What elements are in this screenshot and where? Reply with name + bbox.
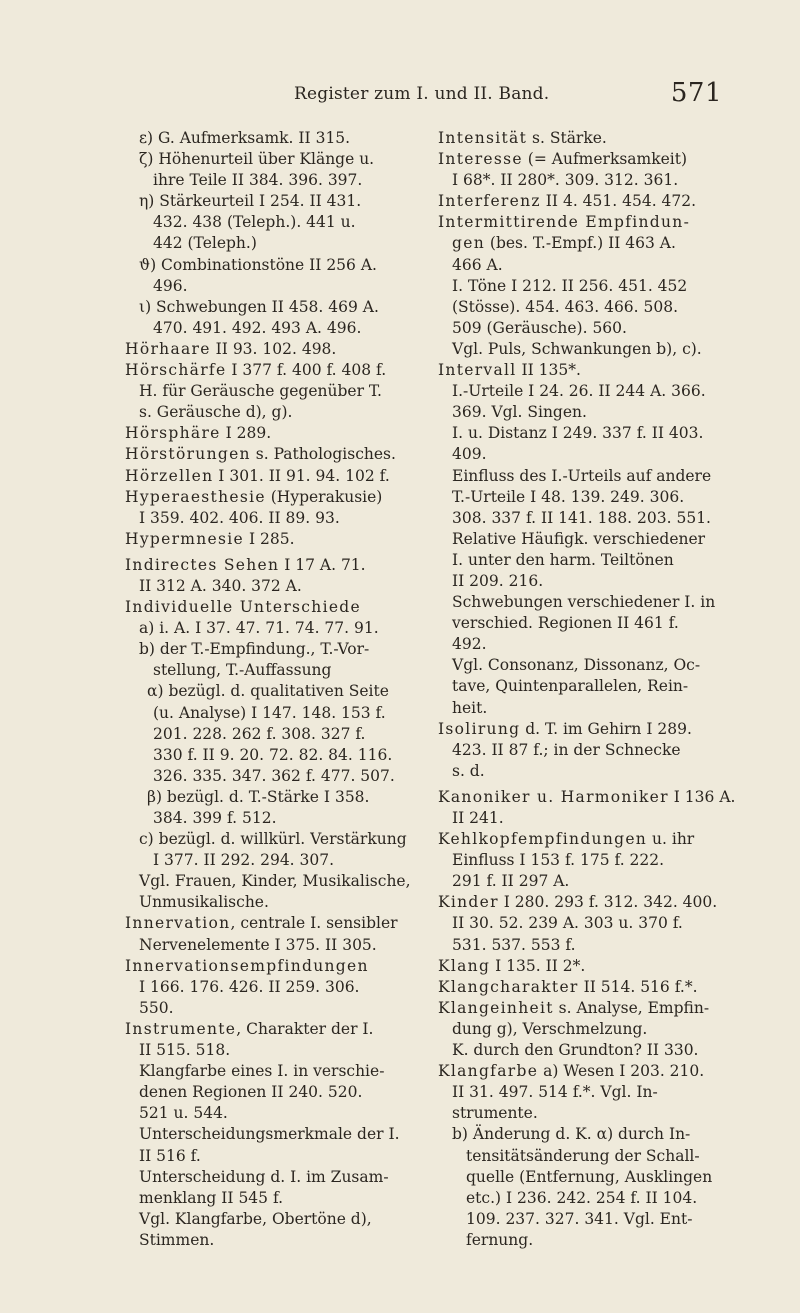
index-reference: 442 (Teleph.) xyxy=(153,234,257,253)
index-text-line xyxy=(438,655,738,676)
index-text-line xyxy=(438,698,738,719)
index-reference: II 30. 52. 239 A. 303 u. 370 f. xyxy=(452,914,683,933)
index-term: Instrumente xyxy=(125,1019,237,1038)
index-entry-line xyxy=(125,339,425,360)
index-reference: Relative Häufigk. verschiedener xyxy=(452,529,706,548)
index-entry-line xyxy=(438,233,738,254)
index-reference: b) Änderung d. K. α) durch In- xyxy=(452,1125,691,1144)
index-term: Intervall xyxy=(438,361,517,380)
index-text-line xyxy=(125,850,425,871)
index-term: Individuelle Unterschiede xyxy=(125,598,361,617)
index-text-line xyxy=(125,1146,425,1167)
index-text-line xyxy=(438,935,738,956)
index-reference: quelle (Entfernung, Ausklingen xyxy=(466,1167,713,1186)
index-text-line xyxy=(125,618,425,639)
index-reference: 492. xyxy=(452,635,487,654)
index-reference: 384. 399 f. 512. xyxy=(153,809,277,827)
index-reference: (= Aufmerksamkeit) xyxy=(522,150,688,169)
index-reference: II 312 A. 340. 372 A. xyxy=(139,576,302,595)
index-text-line xyxy=(125,892,425,913)
index-text-line xyxy=(125,703,425,724)
index-reference: (Hyperakusie) xyxy=(265,487,383,506)
index-term: Innervationsempfindungen xyxy=(125,956,369,975)
index-text-line xyxy=(438,1146,738,1167)
index-reference: H. für Geräusche gegenüber T. xyxy=(139,382,382,401)
index-text-line xyxy=(438,444,738,465)
index-reference: I 359. 402. 406. II 89. 93. xyxy=(139,508,340,527)
index-reference: 330 f. II 9. 20. 72. 82. 84. 116. xyxy=(153,745,393,764)
index-entry-line xyxy=(125,423,425,444)
index-entry-line xyxy=(438,1061,738,1082)
index-text-line xyxy=(125,871,425,892)
index-reference: 423. II 87 f.; in der Schnecke xyxy=(452,740,681,759)
index-text-line xyxy=(125,1167,425,1188)
index-reference: s. Geräusche d), g). xyxy=(139,403,293,422)
index-reference: 308. 337 f. II 141. 188. 203. 551. xyxy=(452,508,711,527)
index-text-line xyxy=(125,1040,425,1061)
index-entry-line xyxy=(438,977,738,998)
index-text-line xyxy=(438,423,738,444)
index-text-line xyxy=(438,339,738,360)
index-entry-line xyxy=(438,191,738,212)
index-reference: etc.) I 236. 242. 254 f. II 104. xyxy=(466,1188,698,1207)
index-term: Hyperaesthesie xyxy=(125,487,266,506)
index-text-line xyxy=(125,276,425,297)
index-text-line xyxy=(125,681,425,702)
index-text-line xyxy=(438,740,738,761)
index-term: Kanoniker u. Harmoniker xyxy=(438,787,669,806)
index-reference: Vgl. Frauen, Kinder, Musikalische, xyxy=(139,872,411,891)
index-reference: heit. xyxy=(452,698,488,717)
index-entry-line xyxy=(125,487,425,508)
index-reference: strumente. xyxy=(452,1104,538,1123)
index-entry-line xyxy=(125,529,425,550)
index-text-line xyxy=(125,745,425,766)
index-reference: menklang II 545 f. xyxy=(139,1188,284,1207)
index-reference: Nervenelemente I 375. II 305. xyxy=(139,935,377,954)
index-entry-line xyxy=(438,149,738,170)
page-number: 571 xyxy=(670,78,722,108)
index-reference: I 135. II 2*. xyxy=(490,956,586,975)
index-reference: I 280. 293 f. 312. 342. 400. xyxy=(498,893,718,912)
index-reference: II 31. 497. 514 f.*. Vgl. In- xyxy=(452,1083,658,1102)
index-reference: (bes. T.-Empf.) II 463 A. xyxy=(484,234,676,253)
index-term: Interesse xyxy=(438,150,523,169)
index-text-line xyxy=(438,1188,738,1209)
index-text-line xyxy=(125,170,425,191)
index-reference: 470. 491. 492. 493 A. 496. xyxy=(153,318,362,337)
index-reference: s. Pathologisches. xyxy=(250,445,396,464)
index-reference: a) Wesen I 203. 210. xyxy=(538,1062,705,1081)
index-reference: β) bezügl. d. T.-Stärke I 358. xyxy=(147,787,370,806)
index-reference: tave, Quintenparallelen, Rein- xyxy=(452,677,689,696)
index-text-line xyxy=(125,297,425,318)
index-text-line xyxy=(438,297,738,318)
index-reference: Stimmen. xyxy=(139,1230,215,1249)
index-text-line xyxy=(438,508,738,529)
index-text-line xyxy=(438,850,738,871)
index-text-line xyxy=(438,529,738,550)
index-reference: I 301. II 91. 94. 102 f. xyxy=(213,466,390,485)
index-reference: ι) Schwebungen II 458. 469 A. xyxy=(139,297,379,316)
index-entry-line xyxy=(438,360,738,381)
index-reference: 509 (Geräusche). 560. xyxy=(452,318,627,337)
index-reference: Einfluss I 153 f. 175 f. 222. xyxy=(452,851,665,870)
index-reference: Unmusikalische. xyxy=(139,893,269,912)
index-text-line xyxy=(125,724,425,745)
index-text-line xyxy=(125,381,425,402)
index-reference: 369. Vgl. Singen. xyxy=(452,403,587,422)
index-reference: I 285. xyxy=(244,529,295,548)
index-entry-line xyxy=(438,719,738,740)
index-reference: Vgl. Puls, Schwankungen b), c). xyxy=(452,339,702,358)
index-text-line xyxy=(125,508,425,529)
index-reference: Klangfarbe eines I. in verschie- xyxy=(139,1062,385,1081)
index-text-line xyxy=(438,466,738,487)
index-reference: I 166. 176. 426. II 259. 306. xyxy=(139,977,360,996)
index-text-line xyxy=(125,1124,425,1145)
index-column-right xyxy=(438,128,738,1251)
index-reference: Unterscheidung d. I. im Zusam- xyxy=(139,1167,389,1186)
index-text-line xyxy=(438,170,738,191)
index-text-line xyxy=(125,977,425,998)
index-reference: I. u. Distanz I 249. 337 f. II 403. xyxy=(452,424,704,443)
index-reference: (Stösse). 454. 463. 466. 508. xyxy=(452,297,679,316)
index-text-line xyxy=(125,191,425,212)
index-text-line xyxy=(125,1188,425,1209)
index-text-line xyxy=(438,1124,738,1145)
index-reference: , centrale I. sensibler xyxy=(230,914,398,933)
index-reference: 409. xyxy=(452,445,487,464)
index-reference: II 516 f. xyxy=(139,1146,201,1165)
index-reference: d. T. im Gehirn I 289. xyxy=(520,719,692,738)
index-entry-line xyxy=(438,892,738,913)
index-text-line xyxy=(438,634,738,655)
page-header xyxy=(96,78,726,114)
index-term: Klangeinheit xyxy=(438,998,554,1017)
index-text-line xyxy=(438,592,738,613)
index-text-line xyxy=(438,402,738,423)
index-text-line xyxy=(125,766,425,787)
index-reference: ε) G. Aufmerksamk. II 315. xyxy=(139,129,351,147)
index-reference: I. Töne I 212. II 256. 451. 452 xyxy=(452,276,688,295)
index-text-line xyxy=(125,829,425,850)
index-term: Interferenz xyxy=(438,192,541,211)
index-entry-line xyxy=(125,555,425,576)
index-text-line xyxy=(438,676,738,697)
index-reference: 326. 335. 347. 362 f. 477. 507. xyxy=(153,766,395,785)
index-reference: 550. xyxy=(139,998,174,1017)
index-reference: Unterscheidungsmerkmale der I. xyxy=(139,1125,400,1144)
index-text-line xyxy=(125,787,425,808)
index-reference: s. d. xyxy=(452,761,485,780)
index-text-line xyxy=(438,1082,738,1103)
index-entry-line xyxy=(125,444,425,465)
index-text-line xyxy=(125,212,425,233)
index-reference: T.-Urteile I 48. 139. 249. 306. xyxy=(452,487,685,506)
index-entry-line xyxy=(438,212,738,233)
index-entry-line xyxy=(438,956,738,977)
index-entry-line xyxy=(125,597,425,618)
index-reference: 531. 537. 553 f. xyxy=(452,935,576,954)
index-reference: ϑ) Combinationstöne II 256 A. xyxy=(139,255,377,274)
index-term: Klang xyxy=(438,956,491,975)
index-entry-line xyxy=(438,128,738,149)
index-reference: c) bezügl. d. willkürl. Verstärkung xyxy=(139,830,407,849)
index-text-line xyxy=(438,1040,738,1061)
index-text-line xyxy=(438,761,738,782)
index-reference: Vgl. Consonanz, Dissonanz, Oc- xyxy=(452,656,701,675)
index-reference: II 209. 216. xyxy=(452,571,544,590)
index-term: Intensität xyxy=(438,129,528,147)
index-text-line xyxy=(438,381,738,402)
index-term: Hörhaare xyxy=(125,339,211,358)
index-text-line xyxy=(438,255,738,276)
index-reference: I.-Urteile I 24. 26. II 244 A. 366. xyxy=(452,382,706,401)
index-column-left xyxy=(125,128,425,1251)
index-reference: α) bezügl. d. qualitativen Seite xyxy=(147,682,389,701)
index-reference: Vgl. Klangfarbe, Obertöne d), xyxy=(139,1209,372,1228)
index-entry-line xyxy=(125,1019,425,1040)
index-term: Hörstörungen xyxy=(125,445,251,464)
index-text-line xyxy=(438,571,738,592)
index-reference: b) der T.-Empfindung., T.-Vor- xyxy=(139,640,370,659)
index-reference: I 377 f. 400 f. 408 f. xyxy=(226,361,387,380)
index-term: gen xyxy=(452,234,485,253)
index-reference: ζ) Höhenurteil über Klänge u. xyxy=(139,150,375,169)
index-reference: K. durch den Grundton? II 330. xyxy=(452,1041,699,1060)
index-term: Hypermnesie xyxy=(125,529,245,548)
index-entry-line xyxy=(125,913,425,934)
index-text-line xyxy=(125,639,425,660)
index-reference: I 136 A. xyxy=(668,787,736,806)
index-reference: s. Analyse, Empfin- xyxy=(553,998,710,1017)
index-reference: denen Regionen II 240. 520. xyxy=(139,1083,363,1102)
index-text-line xyxy=(438,871,738,892)
index-reference: s. Stärke. xyxy=(527,129,607,147)
index-text-line xyxy=(125,1082,425,1103)
index-reference: a) i. A. I 37. 47. 71. 74. 77. 91. xyxy=(139,619,379,638)
index-text-line xyxy=(438,1019,738,1040)
index-entry-line xyxy=(125,466,425,487)
index-text-line xyxy=(438,276,738,297)
index-reference: I 68*. II 280*. 309. 312. 361. xyxy=(452,171,679,190)
index-entry-line xyxy=(125,956,425,977)
index-entry-line xyxy=(438,998,738,1019)
running-head: Register zum I. und II. Band. xyxy=(294,84,550,104)
index-reference: II 135*. xyxy=(516,361,581,380)
index-text-line xyxy=(125,233,425,254)
index-entry-line xyxy=(438,829,738,850)
index-term: Hörschärfe xyxy=(125,361,227,380)
index-text-line xyxy=(438,550,738,571)
index-text-line xyxy=(125,1103,425,1124)
index-reference: II 241. xyxy=(452,809,504,827)
index-text-line xyxy=(125,1061,425,1082)
index-term: Kehlkopfempfindungen xyxy=(438,830,648,849)
index-reference: (u. Analyse) I 147. 148. 153 f. xyxy=(153,703,386,722)
index-text-line xyxy=(438,1209,738,1230)
index-text-line xyxy=(125,1230,425,1251)
index-reference: I 289. xyxy=(220,424,272,443)
index-text-line xyxy=(438,808,738,829)
index-reference: stellung, T.-Auffassung xyxy=(153,661,332,680)
index-text-line xyxy=(438,613,738,634)
index-term: Kinder xyxy=(438,893,499,912)
index-reference: ihre Teile II 384. 396. 397. xyxy=(153,171,363,190)
index-term: Hörzellen xyxy=(125,466,214,485)
index-reference: II 93. 102. 498. xyxy=(210,339,337,358)
index-reference: II 515. 518. xyxy=(139,1041,231,1060)
index-text-line xyxy=(125,149,425,170)
index-term: Intermittirende Empfindun- xyxy=(438,213,691,232)
index-term: Klangfarbe xyxy=(438,1062,539,1081)
index-reference: dung g), Verschmelzung. xyxy=(452,1019,648,1038)
index-reference: II 4. 451. 454. 472. xyxy=(540,192,697,211)
index-text-line xyxy=(438,1230,738,1251)
index-text-line xyxy=(438,318,738,339)
index-reference: u. ihr xyxy=(647,830,695,849)
index-term: Indirectes Sehen xyxy=(125,555,280,574)
index-text-line xyxy=(125,576,425,597)
index-reference: 521 u. 544. xyxy=(139,1104,228,1123)
index-text-line xyxy=(125,808,425,829)
index-reference: 201. 228. 262 f. 308. 327 f. xyxy=(153,724,366,743)
index-reference: I 17 A. 71. xyxy=(279,555,366,574)
index-reference: , Charakter der I. xyxy=(236,1019,374,1038)
index-term: Innervation xyxy=(125,914,231,933)
index-entry-line xyxy=(438,787,738,808)
index-text-line xyxy=(438,1103,738,1124)
index-reference: 496. xyxy=(153,276,188,295)
index-reference: 432. 438 (Teleph.). 441 u. xyxy=(153,213,356,232)
index-reference: 109. 237. 327. 341. Vgl. Ent- xyxy=(466,1209,693,1228)
index-entry-line xyxy=(125,360,425,381)
index-text-line xyxy=(125,1209,425,1230)
index-text-line xyxy=(125,402,425,423)
index-reference: verschied. Regionen II 461 f. xyxy=(452,614,679,633)
index-reference: Schwebungen verschiedener I. in xyxy=(452,593,716,612)
index-text-line xyxy=(125,255,425,276)
index-reference: I 377. II 292. 294. 307. xyxy=(153,851,335,870)
index-term: Isolirung xyxy=(438,719,521,738)
index-reference: 291 f. II 297 A. xyxy=(452,872,570,891)
index-text-line xyxy=(438,487,738,508)
index-text-line xyxy=(125,935,425,956)
index-reference: I. unter den harm. Teiltönen xyxy=(452,550,674,569)
index-text-line xyxy=(438,913,738,934)
index-reference: η) Stärkeurteil I 254. II 431. xyxy=(139,192,362,211)
index-text-line xyxy=(438,1167,738,1188)
index-text-line xyxy=(125,660,425,681)
index-text-line xyxy=(125,318,425,339)
index-term: Klangcharakter xyxy=(438,977,579,996)
index-text-line xyxy=(125,128,425,149)
index-reference: fernung. xyxy=(466,1230,534,1249)
index-reference: II 514. 516 f.*. xyxy=(578,977,698,996)
index-reference: 466 A. xyxy=(452,255,503,274)
index-reference: Einfluss des I.-Urteils auf andere xyxy=(452,466,712,485)
index-reference: tensitätsänderung der Schall- xyxy=(466,1146,700,1165)
index-term: Hörsphäre xyxy=(125,424,221,443)
index-text-line xyxy=(125,998,425,1019)
